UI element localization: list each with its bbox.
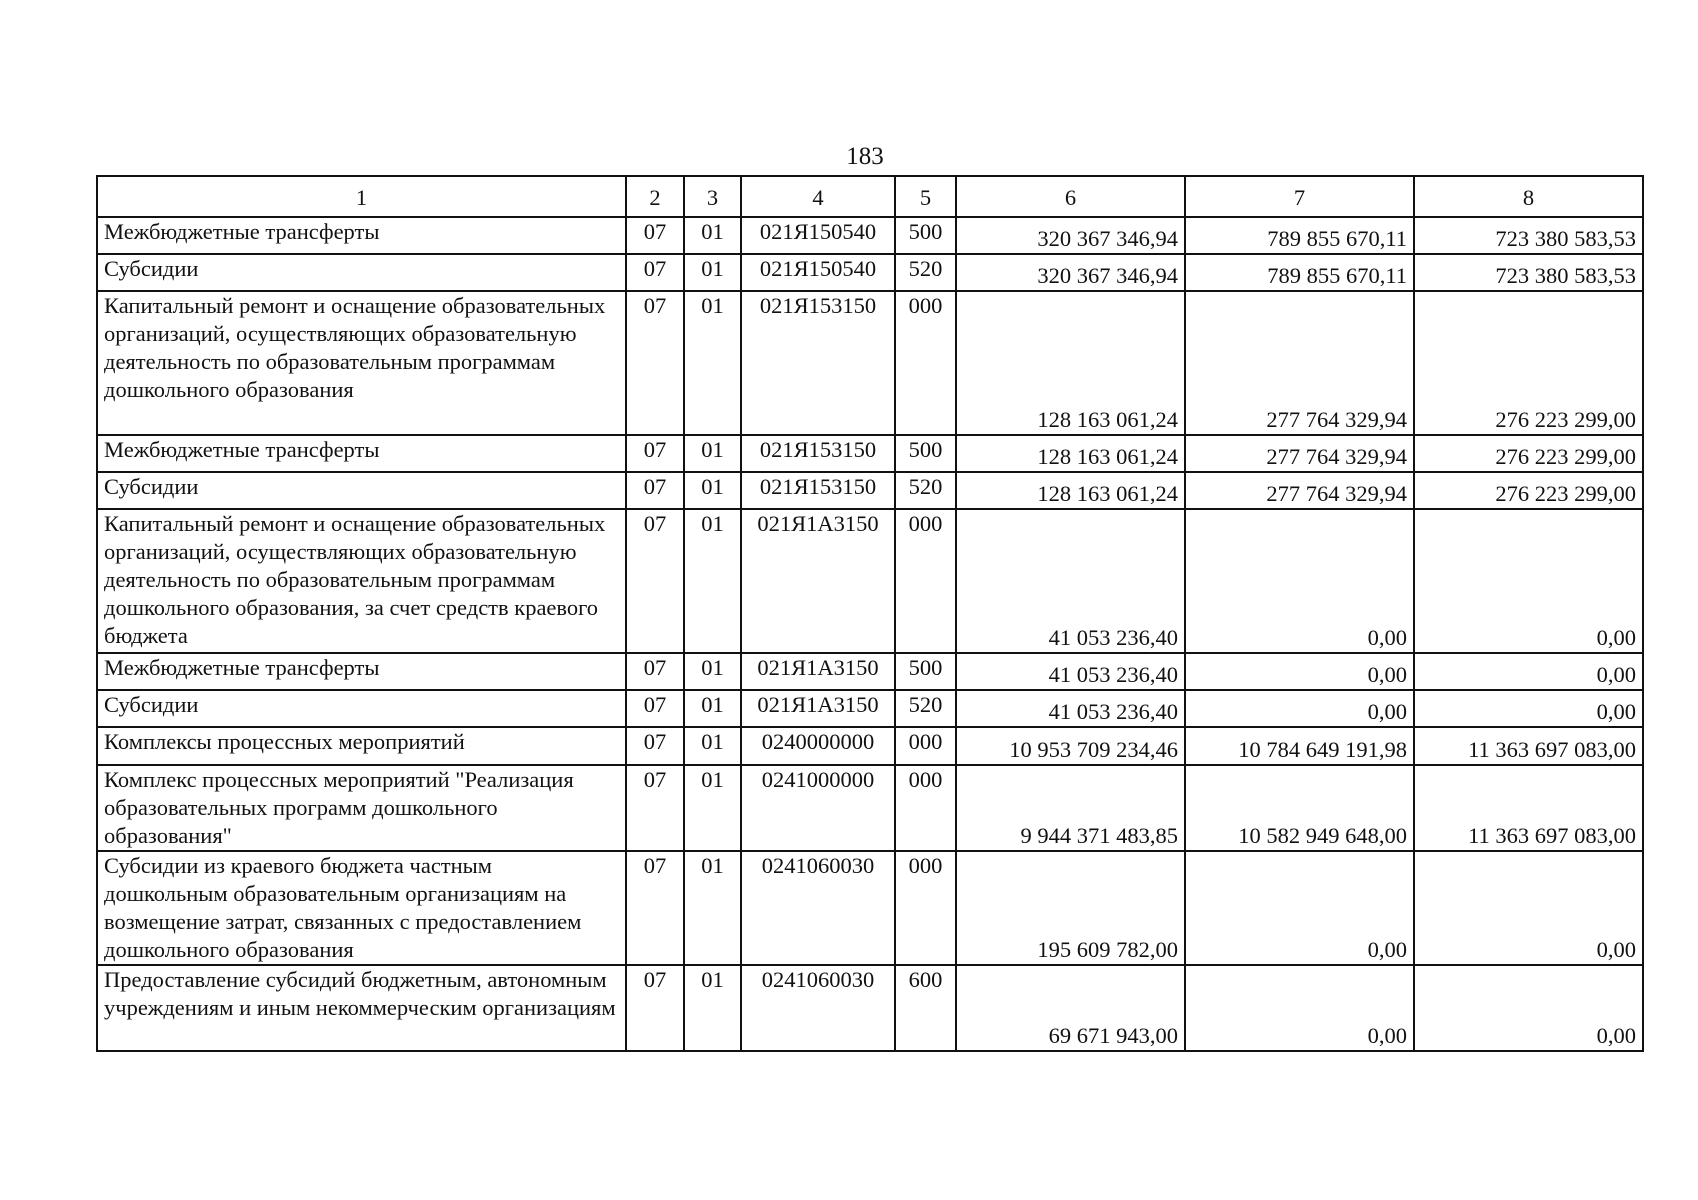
row-expense-type: 600 [895, 965, 956, 1051]
table-row [97, 435, 1643, 472]
budget-table [96, 175, 1644, 1052]
row-amount-col7: 277 764 329,94 [1185, 435, 1414, 472]
row-subsection: 01 [684, 653, 741, 690]
row-amount-col6: 128 163 061,24 [956, 291, 1185, 435]
column-header: 5 [895, 176, 956, 217]
row-amount-col6: 10 953 709 234,46 [956, 727, 1185, 765]
table-row [97, 291, 1643, 435]
row-amount-col6: 41 053 236,40 [956, 690, 1185, 727]
row-name: Субсидии [97, 472, 626, 509]
row-target-article: 021Я1А3150 [741, 690, 895, 727]
row-subsection: 01 [684, 765, 741, 851]
row-name: Комплекс процессных мероприятий "Реализация образовательных программ дошкольного образования" [97, 765, 626, 851]
row-section: 07 [626, 509, 684, 653]
row-amount-col7: 0,00 [1185, 509, 1414, 653]
row-target-article: 021Я153150 [741, 291, 895, 435]
row-amount-col6: 320 367 346,94 [956, 254, 1185, 291]
row-target-article: 021Я1А3150 [741, 509, 895, 653]
table-row [97, 472, 1643, 509]
row-section: 07 [626, 727, 684, 765]
row-amount-col7: 10 784 649 191,98 [1185, 727, 1414, 765]
row-expense-type: 000 [895, 727, 956, 765]
row-section: 07 [626, 851, 684, 965]
row-expense-type: 000 [895, 509, 956, 653]
row-expense-type: 500 [895, 653, 956, 690]
row-amount-col8: 276 223 299,00 [1414, 291, 1643, 435]
row-amount-col8: 11 363 697 083,00 [1414, 765, 1643, 851]
page-number: 183 [846, 143, 884, 170]
row-amount-col7: 277 764 329,94 [1185, 472, 1414, 509]
row-target-article: 021Я153150 [741, 472, 895, 509]
row-subsection: 01 [684, 435, 741, 472]
row-amount-col8: 11 363 697 083,00 [1414, 727, 1643, 765]
row-section: 07 [626, 291, 684, 435]
row-expense-type: 520 [895, 472, 956, 509]
row-name: Субсидии из краевого бюджета частным дошкольным образовательным организациям на возмещение затрат, связанных с предоставлением дошкольного образования [97, 851, 626, 965]
row-subsection: 01 [684, 509, 741, 653]
column-header: 4 [741, 176, 895, 217]
row-expense-type: 000 [895, 291, 956, 435]
row-target-article: 0241060030 [741, 965, 895, 1051]
row-amount-col8: 0,00 [1414, 509, 1643, 653]
column-header: 3 [684, 176, 741, 217]
row-subsection: 01 [684, 291, 741, 435]
row-subsection: 01 [684, 727, 741, 765]
row-subsection: 01 [684, 965, 741, 1051]
row-amount-col8: 0,00 [1414, 653, 1643, 690]
table-row [97, 217, 1643, 254]
column-header: 2 [626, 176, 684, 217]
row-section: 07 [626, 690, 684, 727]
row-amount-col8: 723 380 583,53 [1414, 217, 1643, 254]
row-amount-col7: 10 582 949 648,00 [1185, 765, 1414, 851]
column-header: 8 [1414, 176, 1643, 217]
table-row [97, 965, 1643, 1051]
row-amount-col7: 277 764 329,94 [1185, 291, 1414, 435]
table-row [97, 509, 1643, 653]
row-amount-col7: 789 855 670,11 [1185, 254, 1414, 291]
row-section: 07 [626, 435, 684, 472]
row-name: Межбюджетные трансферты [97, 435, 626, 472]
row-name: Межбюджетные трансферты [97, 653, 626, 690]
row-expense-type: 520 [895, 690, 956, 727]
row-subsection: 01 [684, 851, 741, 965]
row-target-article: 021Я150540 [741, 217, 895, 254]
row-expense-type: 000 [895, 765, 956, 851]
row-amount-col7: 0,00 [1185, 965, 1414, 1051]
row-amount-col6: 69 671 943,00 [956, 965, 1185, 1051]
row-target-article: 0240000000 [741, 727, 895, 765]
row-amount-col6: 320 367 346,94 [956, 217, 1185, 254]
row-section: 07 [626, 765, 684, 851]
row-name: Капитальный ремонт и оснащение образовательных организаций, осуществляющих образовательную деятельность по образовательным программам дошкольного образования [97, 291, 626, 435]
row-amount-col6: 9 944 371 483,85 [956, 765, 1185, 851]
column-header: 6 [956, 176, 1185, 217]
row-amount-col6: 41 053 236,40 [956, 509, 1185, 653]
row-subsection: 01 [684, 472, 741, 509]
row-amount-col8: 0,00 [1414, 965, 1643, 1051]
row-name: Капитальный ремонт и оснащение образовательных организаций, осуществляющих образовательную деятельность по образовательным программам дошкольного образования, за счет средств краевого бюджета [97, 509, 626, 653]
row-section: 07 [626, 254, 684, 291]
row-target-article: 021Я1А3150 [741, 653, 895, 690]
table-row [97, 727, 1643, 765]
table-row [97, 765, 1643, 851]
row-expense-type: 500 [895, 217, 956, 254]
column-header: 7 [1185, 176, 1414, 217]
row-amount-col6: 128 163 061,24 [956, 472, 1185, 509]
table-row [97, 851, 1643, 965]
row-amount-col8: 276 223 299,00 [1414, 472, 1643, 509]
row-expense-type: 500 [895, 435, 956, 472]
row-name: Комплексы процессных мероприятий [97, 727, 626, 765]
row-section: 07 [626, 965, 684, 1051]
row-name: Субсидии [97, 254, 626, 291]
table-row [97, 653, 1643, 690]
row-amount-col6: 195 609 782,00 [956, 851, 1185, 965]
row-subsection: 01 [684, 254, 741, 291]
row-amount-col6: 41 053 236,40 [956, 653, 1185, 690]
row-amount-col7: 0,00 [1185, 653, 1414, 690]
column-header: 1 [97, 176, 626, 217]
row-expense-type: 000 [895, 851, 956, 965]
row-amount-col7: 789 855 670,11 [1185, 217, 1414, 254]
row-section: 07 [626, 472, 684, 509]
row-amount-col8: 0,00 [1414, 690, 1643, 727]
row-amount-col8: 0,00 [1414, 851, 1643, 965]
row-section: 07 [626, 653, 684, 690]
row-amount-col8: 276 223 299,00 [1414, 435, 1643, 472]
row-amount-col6: 128 163 061,24 [956, 435, 1185, 472]
table-row [97, 690, 1643, 727]
row-expense-type: 520 [895, 254, 956, 291]
table-header-row [97, 176, 1643, 217]
row-target-article: 0241000000 [741, 765, 895, 851]
row-target-article: 021Я153150 [741, 435, 895, 472]
table-row [97, 254, 1643, 291]
row-amount-col7: 0,00 [1185, 851, 1414, 965]
row-name: Предоставление субсидий бюджетным, автономным учреждениям и иным некоммерческим организациям [97, 965, 626, 1051]
row-subsection: 01 [684, 217, 741, 254]
row-name: Межбюджетные трансферты [97, 217, 626, 254]
row-subsection: 01 [684, 690, 741, 727]
row-name: Субсидии [97, 690, 626, 727]
row-target-article: 021Я150540 [741, 254, 895, 291]
row-amount-col7: 0,00 [1185, 690, 1414, 727]
row-target-article: 0241060030 [741, 851, 895, 965]
row-section: 07 [626, 217, 684, 254]
row-amount-col8: 723 380 583,53 [1414, 254, 1643, 291]
